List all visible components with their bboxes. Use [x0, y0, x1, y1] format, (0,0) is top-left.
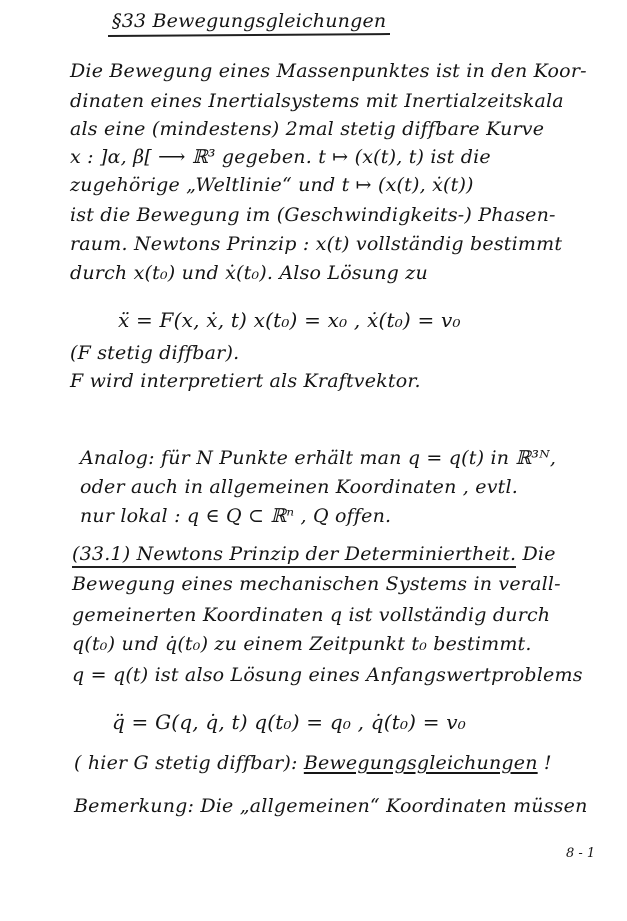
text-line: q(t₀) und q̇(t₀) zu einem Zeitpunkt t₀ bestimmt.: [72, 633, 532, 655]
equation-of-motion: ẍ = F(x, ẋ, t) x(t₀) = x₀ , ẋ(t₀) = v₀: [118, 308, 461, 332]
note-suffix: !: [537, 752, 552, 774]
text-line: Analog: für N Punkte erhält man q = q(t) in ℝ³ᴺ,: [80, 447, 557, 469]
note-prefix: ( hier G stetig diffbar):: [74, 752, 304, 774]
section-heading: [72, 543, 556, 565]
page-title: §33 Bewegungsgleichungen: [112, 10, 387, 32]
text-line: oder auch in allgemeinen Koordinaten , evtl.: [80, 476, 518, 498]
text-line: Bewegung eines mechanischen Systems in verall-: [72, 573, 561, 595]
text-line: als eine (mindestens) 2mal stetig diffbare Kurve: [70, 118, 545, 140]
note-line: [74, 752, 552, 774]
text-line: F wird interpretiert als Kraftvektor.: [70, 370, 421, 392]
remark-line: Bemerkung: Die „allgemeinen“ Koordinaten müssen: [74, 795, 588, 817]
equations-term: Bewegungsgleichungen: [303, 752, 538, 774]
page-number: 8 - 1: [566, 846, 596, 861]
text-line: q = q(t) ist also Lösung eines Anfangswertproblems: [72, 664, 583, 686]
equation-of-motion-general: q̈ = G(q, q̇, t) q(t₀) = q₀ , q̇(t₀) = v₀: [112, 710, 466, 734]
text-line: Die Bewegung eines Massenpunktes ist in den Koor-: [70, 60, 587, 82]
text-line: (F stetig diffbar).: [70, 342, 240, 364]
section-label: (33.1) Newtons Prinzip der Determiniertheit.: [72, 543, 516, 568]
text-line: durch x(t₀) und ẋ(t₀). Also Lösung zu: [70, 262, 428, 284]
text-line: gemeinerten Koordinaten q ist vollständig durch: [72, 604, 551, 626]
text-line: dinaten eines Inertialsystems mit Inertialzeitskala: [70, 90, 564, 112]
section-after: Die: [516, 543, 556, 565]
text-line: ist die Bewegung im (Geschwindigkeits-) Phasen-: [70, 204, 556, 226]
title-underline: [108, 33, 390, 37]
text-line: x : ]α, β[ ⟶ ℝ³ gegeben. t ↦ (x(t), t) ist die: [70, 146, 491, 168]
text-line: nur lokal : q ∈ Q ⊂ ℝⁿ , Q offen.: [80, 505, 392, 527]
text-line: zugehörige „Weltlinie“ und t ↦ (x(t), ẋ(t)): [70, 174, 474, 196]
text-line: raum. Newtons Prinzip : x(t) vollständig bestimmt: [70, 233, 563, 255]
